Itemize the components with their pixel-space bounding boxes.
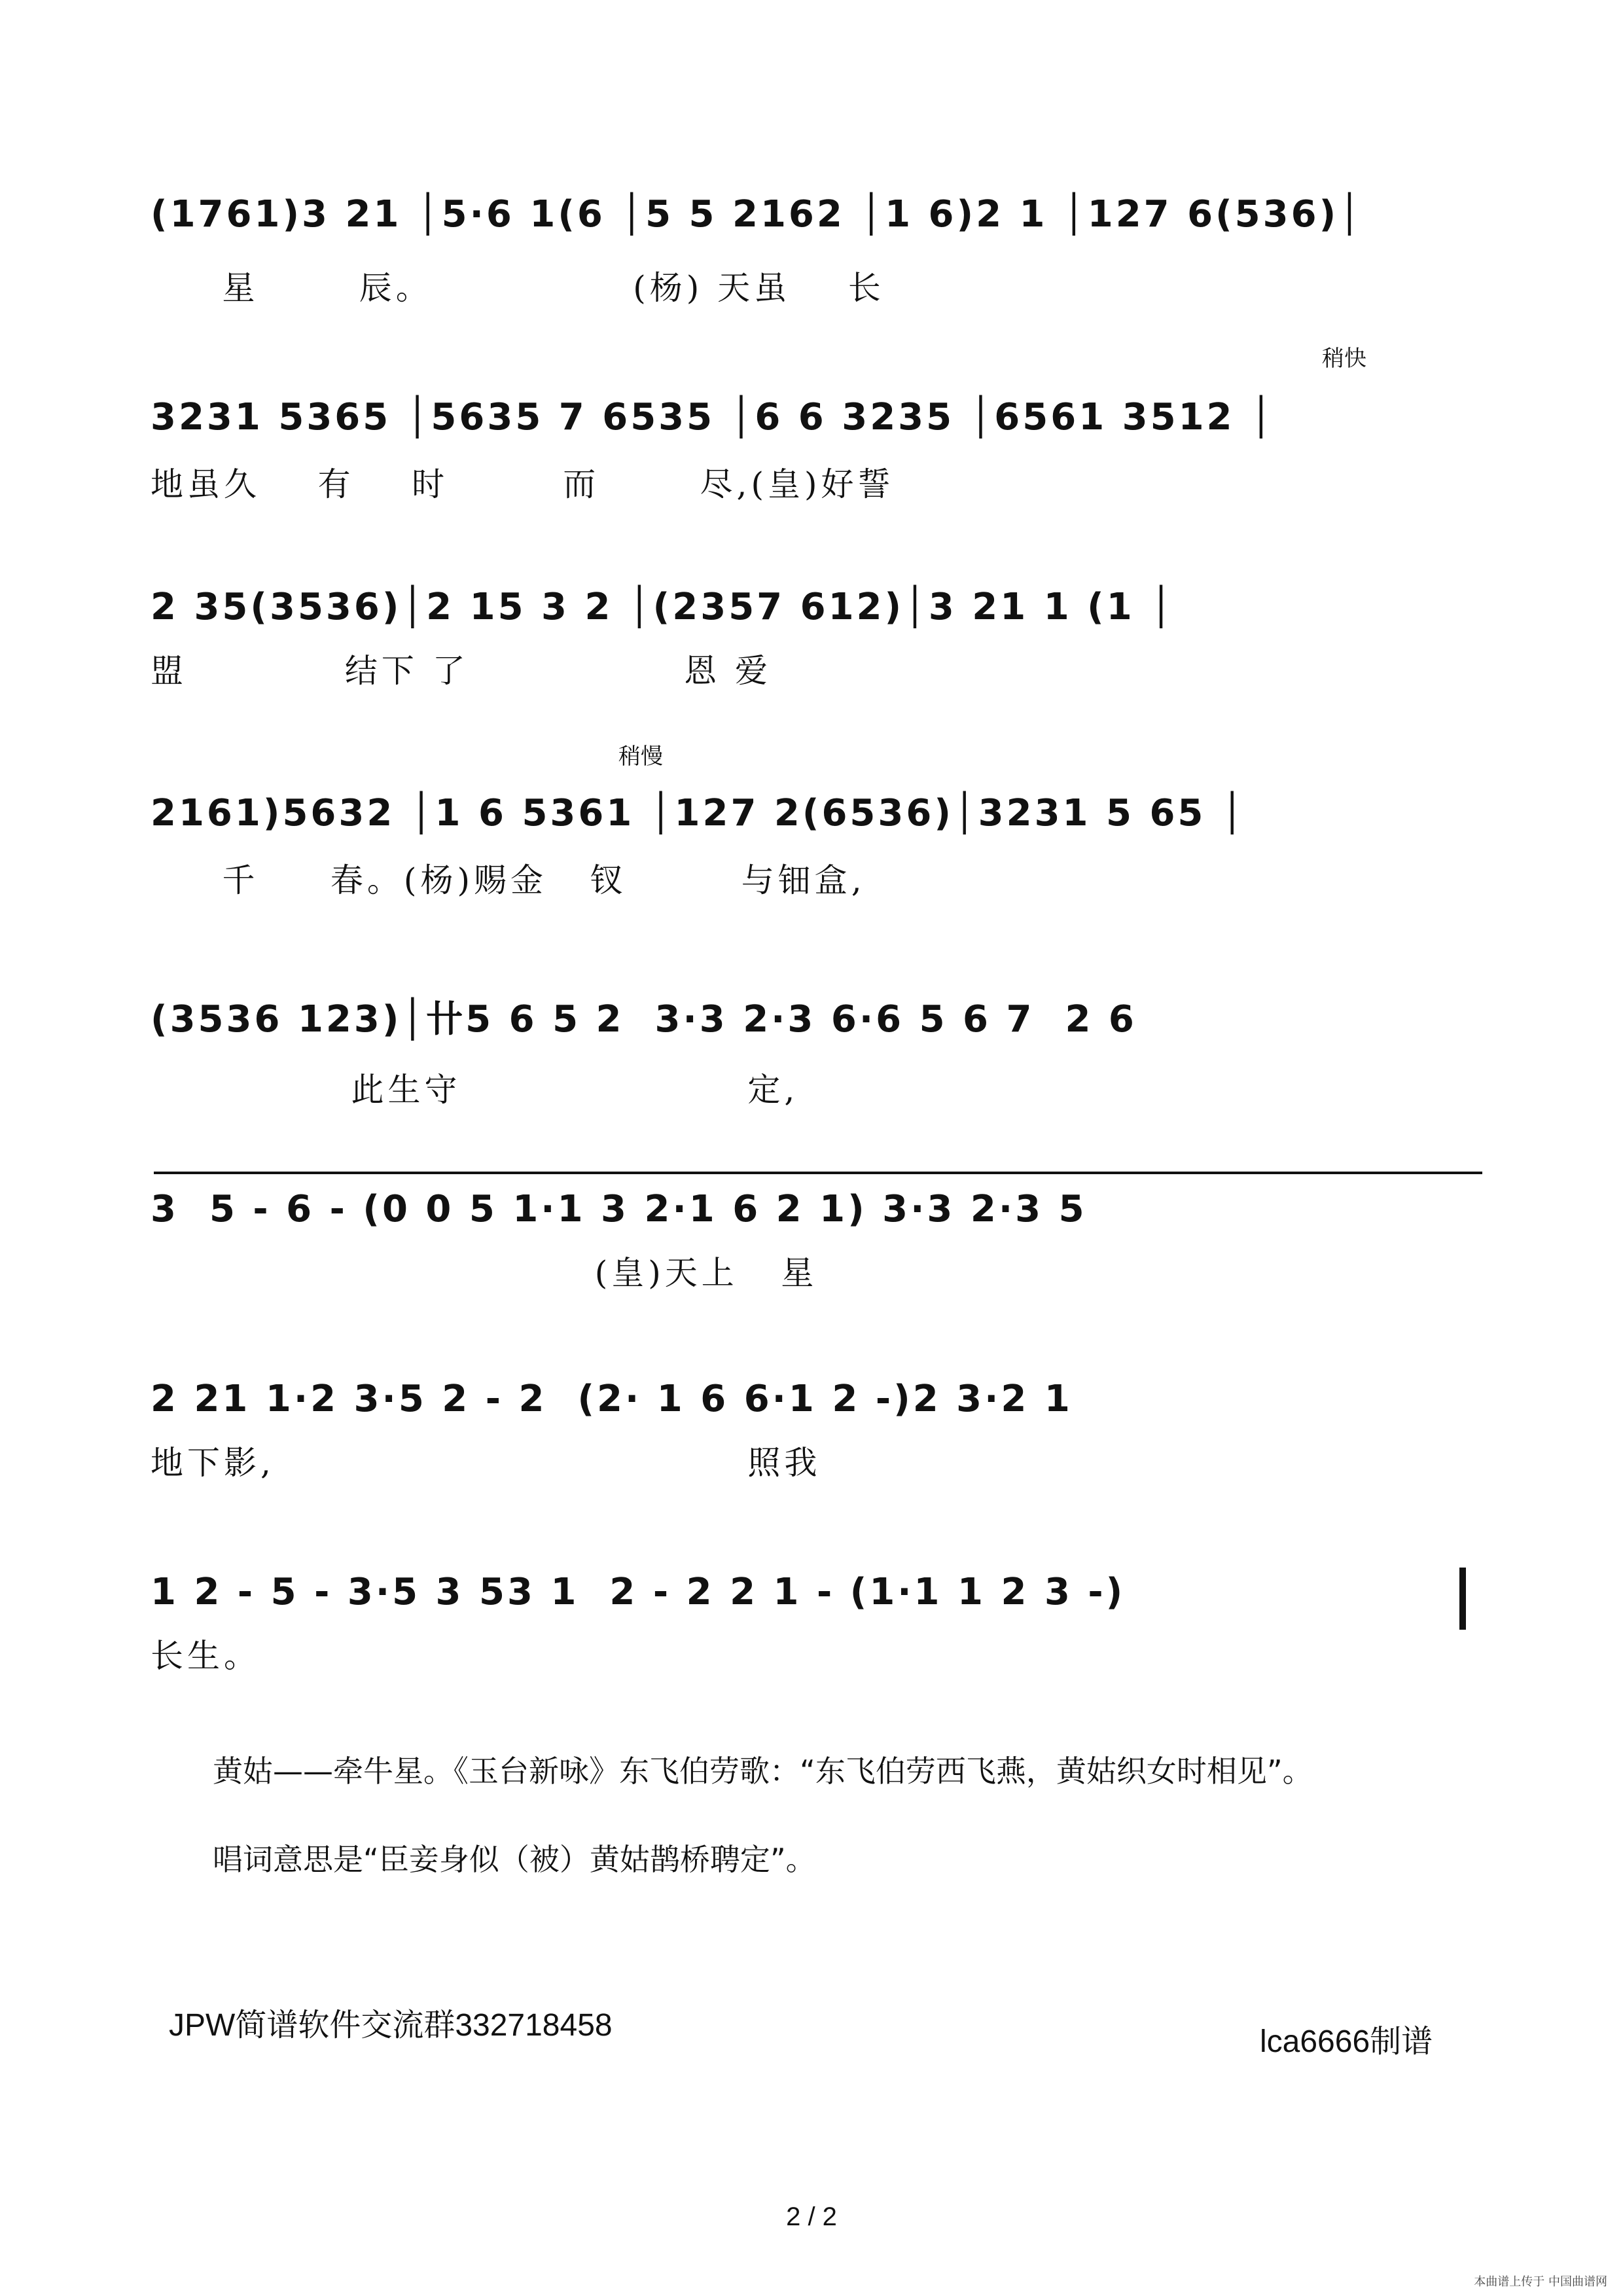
lyrics-line-8: 长生。 bbox=[151, 1637, 260, 1675]
notation-line-7: 2 21 1·2 3·5 2 - 2 (2· 1 6 6·1 2 -)2 3·2 1 bbox=[151, 1378, 1073, 1420]
notation-line-6: 3 5 - 6 - (0 0 5 1·1 3 2·1 6 2 1) 3·3 2·3 5 bbox=[151, 1188, 1087, 1230]
site-stamp: 本曲谱上传于 中国曲谱网 bbox=[1474, 2275, 1607, 2289]
lyrics-line-2: 地虽久 有 时 而 尽,(皇)好誓 bbox=[151, 465, 895, 503]
tempo-mark-slower: 稍慢 bbox=[618, 744, 663, 770]
notation-line-1: (1761)3 21 │5·6 1(6 │5 5 2162 │1 6)2 1 │127 6(536)│ bbox=[151, 193, 1363, 236]
tempo-mark-faster: 稍快 bbox=[1322, 346, 1366, 372]
lyrics-line-5: 此生守 定, bbox=[151, 1071, 799, 1109]
footnote-1: 黄姑——牵牛星。《玉台新咏》东飞伯劳歌：“东飞伯劳西飞燕，黄姑织女时相见”。 bbox=[213, 1753, 1313, 1789]
credit-transcriber: lca6666制谱 bbox=[1260, 2024, 1433, 2059]
lyrics-line-3: 盟 结下 了 恩 爱 bbox=[151, 652, 772, 690]
tie-line bbox=[154, 1172, 1482, 1174]
lyrics-line-1: 星 辰。 (杨) 天虽 长 bbox=[151, 269, 885, 307]
notation-line-8: 1 2 - 5 - 3·5 3 53 1 2 - 2 2 1 - (1·1 1 2 3 -) bbox=[151, 1571, 1126, 1613]
lyrics-line-4: 千 春。(杨)赐金 钗 与钿盒, bbox=[151, 861, 866, 899]
final-barline bbox=[1459, 1568, 1466, 1630]
notation-line-3: 2 35(3536)│2 15 3 2 │(2357 612)│3 21 1 (1 │ bbox=[151, 586, 1175, 628]
notation-line-5: (3536 123)│卄5 6 5 2 3·3 2·3 6·6 5 6 7 2 6 bbox=[151, 998, 1137, 1041]
credit-group: JPW简谱软件交流群332718458 bbox=[169, 2008, 613, 2043]
lyrics-line-7: 地下影, 照我 bbox=[151, 1444, 821, 1482]
page-number: 2 / 2 bbox=[786, 2202, 837, 2231]
lyrics-line-6: (皇)天上 星 bbox=[151, 1254, 818, 1292]
notation-line-4: 2161)5632 │1 6 5361 │127 2(6536)│3231 5 65 │ bbox=[151, 792, 1246, 834]
footnote-2: 唱词意思是“臣妾身似（被）黄姑鹊桥聘定”。 bbox=[213, 1842, 816, 1877]
notation-line-2: 3231 5365 │5635 7 6535 │6 6 3235 │6561 3512 │ bbox=[151, 396, 1275, 439]
